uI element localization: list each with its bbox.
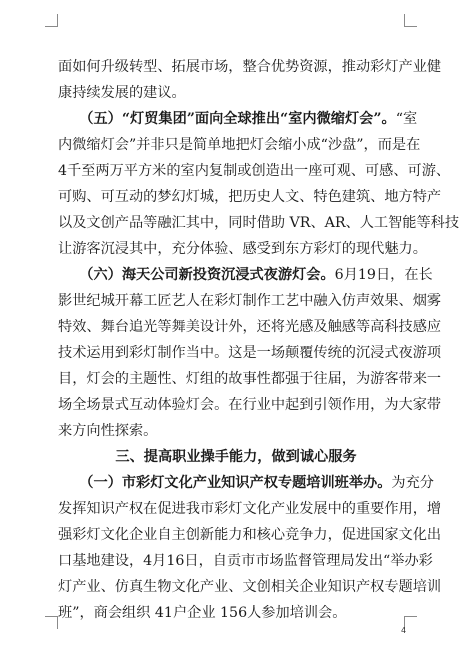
document-body — [58, 54, 460, 626]
text-line-20 — [58, 548, 433, 574]
crop-mark-top-right — [404, 14, 417, 27]
text-line-18 — [58, 496, 442, 522]
text-line-1 — [58, 54, 442, 80]
text-line-8 — [58, 236, 427, 262]
text-line-12 — [58, 340, 442, 366]
line-text: 技术运用到彩灯制作当中。这是一场颠覆传统的沉浸式夜游项 — [58, 345, 442, 361]
line-text: 特效、舞台追光等舞美设计外，还将光感及触感等高科技感应 — [58, 319, 442, 335]
text-line-5 — [58, 158, 451, 184]
text-line-2 — [58, 80, 414, 106]
paragraph-6-heading-line — [58, 262, 433, 288]
line-text: “室 — [395, 111, 418, 127]
text-line-22 — [58, 600, 414, 626]
line-text: 目，灯会的主题性、灯组的故事性都强于往届，为游客带来一 — [58, 371, 442, 387]
indent — [58, 111, 86, 127]
text-line-19 — [58, 522, 442, 548]
paragraph-5-heading-line — [58, 106, 418, 132]
line-text: 强彩灯文化企业自主创新能力和核心竞争力，促进国家文化出 — [58, 527, 442, 543]
paragraph-1-heading-line — [58, 470, 434, 496]
paragraph-5-title: （五）“灯贸集团”面向全球推出“室内微缩灯会”。 — [86, 111, 396, 127]
line-text: 口基地建设，4月16日，自贡市市场监督管理局发出“举办彩 — [58, 553, 433, 569]
text-line-7 — [58, 210, 460, 236]
crop-mark-top-left — [45, 14, 58, 27]
line-text: 发挥知识产权在促进我市彩灯文化产业发展中的重要作用，增 — [58, 501, 442, 517]
crop-mark-bottom-left — [45, 616, 58, 629]
text-line-10 — [58, 288, 442, 314]
indent — [58, 475, 86, 491]
paragraph-6-title: （六）海天公司新投资沉浸式夜游灯会。 — [86, 267, 335, 283]
line-text: 可购、可互动的梦幻灯城，把历史人文、特色建筑、地方特产 — [58, 189, 442, 205]
line-text: 影世纪城开幕工匠艺人在彩灯制作工艺中融入仿声效果、烟雾 — [58, 293, 442, 309]
text-line-15 — [58, 418, 414, 444]
text-line-13 — [58, 366, 442, 392]
text-line-21 — [58, 574, 442, 600]
line-text: 内微缩灯会”并非只是简单地把灯会缩小成“沙盘”，而是在 — [58, 137, 421, 153]
line-text: 以及文创产品等融汇其中，同时借助 VR、AR、人工智能等科技 — [58, 215, 460, 231]
line-text: 班”，商会组织 41户企业 156人参加培训会。 — [58, 605, 347, 621]
line-text: 康持续发展的建议。 — [58, 85, 186, 101]
line-text: 让游客沉浸其中，充分体验、感受到东方彩灯的现代魅力。 — [58, 241, 427, 257]
paragraph-1-title: （一）市彩灯文化产业知识产权专题培训班举办。 — [86, 475, 392, 491]
line-text: 为充分 — [391, 475, 434, 491]
section-heading: 三、提高职业操手能力，做到诚心服务 — [115, 449, 357, 465]
line-text: 场全场景式互动体验灯会。在行业中起到引领作用，为大家带 — [58, 397, 442, 413]
line-text: 来方向性探索。 — [58, 423, 158, 439]
line-text: 6月19日，在长 — [334, 267, 433, 283]
text-line-6 — [58, 184, 442, 210]
text-line-4 — [58, 132, 421, 158]
page-number: 4 — [401, 626, 407, 635]
line-text: 面如何升级转型、拓展市场，整合优势资源，推动彩灯产业健 — [58, 59, 442, 75]
line-text: 灯产业、仿真生物文化产业、文创相关企业知识产权专题培训 — [58, 579, 442, 595]
indent — [58, 267, 86, 283]
line-text: 4千至两万平方米的室内复制或创造出一座可观、可感、可游、 — [58, 163, 451, 179]
text-line-14 — [58, 392, 442, 418]
text-line-11 — [58, 314, 442, 340]
